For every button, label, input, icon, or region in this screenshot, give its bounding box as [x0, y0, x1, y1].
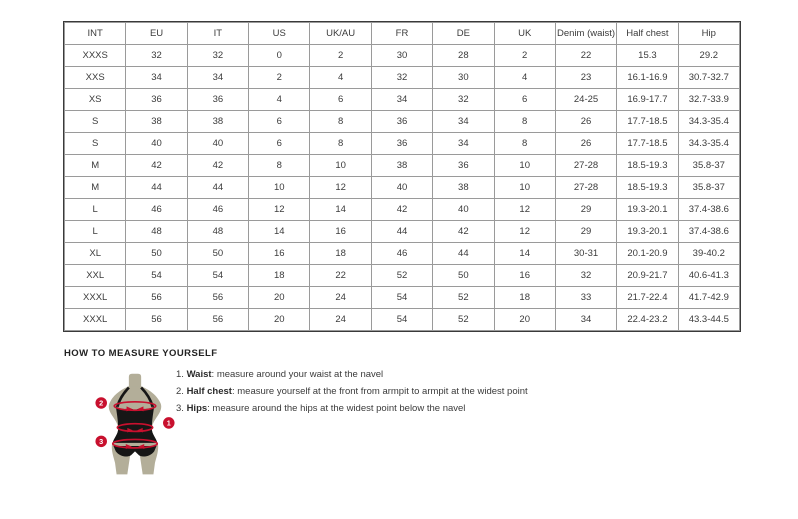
- table-cell: 44: [371, 221, 432, 243]
- table-cell: 40: [126, 133, 187, 155]
- table-cell: 18.5-19.3: [617, 177, 678, 199]
- table-cell: 20: [249, 309, 310, 331]
- table-cell: 18.5-19.3: [617, 155, 678, 177]
- table-cell: 18: [494, 287, 555, 309]
- table-cell: 41.7-42.9: [678, 287, 739, 309]
- table-cell: 19.3-20.1: [617, 199, 678, 221]
- table-cell: 54: [371, 287, 432, 309]
- table-cell: 10: [494, 155, 555, 177]
- table-cell: M: [65, 177, 126, 199]
- table-cell: 54: [187, 265, 248, 287]
- table-cell: 2: [494, 45, 555, 67]
- table-row: [65, 177, 740, 199]
- table-cell: 36: [433, 155, 494, 177]
- table-cell: 20: [494, 309, 555, 331]
- table-cell: 14: [310, 199, 371, 221]
- table-cell: 8: [494, 111, 555, 133]
- table-cell: 38: [433, 177, 494, 199]
- table-row: [65, 243, 740, 265]
- measure-steps: [176, 366, 528, 417]
- column-header: EU: [126, 23, 187, 45]
- table-row: [65, 199, 740, 221]
- table-cell: 20.1-20.9: [617, 243, 678, 265]
- table-cell: 32: [126, 45, 187, 67]
- table-cell: 4: [249, 89, 310, 111]
- step-label: Hips: [186, 403, 208, 414]
- table-cell: 4: [494, 67, 555, 89]
- table-cell: 36: [187, 89, 248, 111]
- table-cell: 15.3: [617, 45, 678, 67]
- table-cell: 50: [433, 265, 494, 287]
- table-cell: 6: [310, 89, 371, 111]
- table-cell: 50: [187, 243, 248, 265]
- table-cell: 18: [249, 265, 310, 287]
- table-row: [65, 265, 740, 287]
- table-cell: 24: [310, 287, 371, 309]
- step-number: 3.: [176, 403, 187, 414]
- table-cell: 30: [371, 45, 432, 67]
- table-cell: 34: [433, 111, 494, 133]
- size-chart-body: [65, 45, 740, 331]
- table-cell: 56: [187, 287, 248, 309]
- table-cell: 27-28: [555, 177, 616, 199]
- table-cell: 16: [249, 243, 310, 265]
- table-cell: 16: [310, 221, 371, 243]
- table-cell: 10: [494, 177, 555, 199]
- table-cell: 8: [310, 133, 371, 155]
- table-cell: 26: [555, 133, 616, 155]
- measure-step: [176, 366, 528, 383]
- table-cell: L: [65, 221, 126, 243]
- table-cell: 38: [187, 111, 248, 133]
- table-cell: 33: [555, 287, 616, 309]
- table-cell: 8: [310, 111, 371, 133]
- table-cell: M: [65, 155, 126, 177]
- table-cell: XXL: [65, 265, 126, 287]
- table-cell: 24: [310, 309, 371, 331]
- column-header: IT: [187, 23, 248, 45]
- table-cell: 44: [433, 243, 494, 265]
- table-cell: 23: [555, 67, 616, 89]
- badge-hips-number: 3: [99, 437, 104, 447]
- step-label: Half chest: [186, 386, 232, 397]
- table-row: [65, 287, 740, 309]
- size-chart-table: [64, 22, 740, 331]
- table-cell: 20: [249, 287, 310, 309]
- table-cell: XXS: [65, 67, 126, 89]
- table-cell: 4: [310, 67, 371, 89]
- table-cell: 32: [433, 89, 494, 111]
- table-cell: 14: [494, 243, 555, 265]
- table-cell: 40.6-41.3: [678, 265, 739, 287]
- table-cell: 34: [371, 89, 432, 111]
- size-chart-header: [65, 23, 740, 45]
- table-cell: 42: [126, 155, 187, 177]
- table-cell: 17.7-18.5: [617, 111, 678, 133]
- measure-step: [176, 400, 528, 417]
- table-cell: 50: [126, 243, 187, 265]
- table-cell: S: [65, 133, 126, 155]
- table-row: [65, 67, 740, 89]
- table-row: [65, 309, 740, 331]
- table-cell: 12: [494, 199, 555, 221]
- table-cell: 32: [555, 265, 616, 287]
- table-cell: 42: [187, 155, 248, 177]
- table-cell: XL: [65, 243, 126, 265]
- column-header: Half chest: [617, 23, 678, 45]
- table-cell: 42: [433, 221, 494, 243]
- table-cell: 2: [310, 45, 371, 67]
- table-cell: 6: [249, 111, 310, 133]
- table-cell: 27-28: [555, 155, 616, 177]
- table-cell: 36: [371, 133, 432, 155]
- table-cell: 56: [126, 287, 187, 309]
- table-cell: 48: [187, 221, 248, 243]
- column-header: INT: [65, 23, 126, 45]
- table-cell: 19.3-20.1: [617, 221, 678, 243]
- table-cell: 26: [555, 111, 616, 133]
- table-cell: 29: [555, 221, 616, 243]
- table-cell: 46: [187, 199, 248, 221]
- table-cell: XXXL: [65, 309, 126, 331]
- table-cell: 40: [371, 177, 432, 199]
- table-row: [65, 221, 740, 243]
- table-cell: 44: [187, 177, 248, 199]
- table-cell: 22.4-23.2: [617, 309, 678, 331]
- table-cell: 12: [249, 199, 310, 221]
- table-cell: 52: [433, 309, 494, 331]
- table-cell: 6: [494, 89, 555, 111]
- table-cell: 12: [310, 177, 371, 199]
- table-cell: 30: [433, 67, 494, 89]
- table-cell: 34: [187, 67, 248, 89]
- table-cell: 30-31: [555, 243, 616, 265]
- column-header: DE: [433, 23, 494, 45]
- table-cell: 37.4-38.6: [678, 221, 739, 243]
- table-cell: 32: [371, 67, 432, 89]
- table-cell: 32.7-33.9: [678, 89, 739, 111]
- table-cell: 29: [555, 199, 616, 221]
- step-text: : measure around the hips at the widest point below the navel: [207, 403, 466, 414]
- table-cell: 38: [126, 111, 187, 133]
- table-cell: 16: [494, 265, 555, 287]
- table-cell: 2: [249, 67, 310, 89]
- table-cell: 35.8-37: [678, 177, 739, 199]
- column-header: Hip: [678, 23, 739, 45]
- table-cell: 16.1-16.9: [617, 67, 678, 89]
- table-cell: 14: [249, 221, 310, 243]
- table-cell: 34: [555, 309, 616, 331]
- table-cell: 34: [433, 133, 494, 155]
- table-cell: 37.4-38.6: [678, 199, 739, 221]
- table-cell: 16.9-17.7: [617, 89, 678, 111]
- table-cell: 56: [187, 309, 248, 331]
- table-cell: 43.3-44.5: [678, 309, 739, 331]
- table-cell: 34: [126, 67, 187, 89]
- column-header: US: [249, 23, 310, 45]
- column-header: FR: [371, 23, 432, 45]
- table-cell: L: [65, 199, 126, 221]
- table-cell: 36: [371, 111, 432, 133]
- table-cell: 52: [433, 287, 494, 309]
- table-cell: S: [65, 111, 126, 133]
- header-row: [65, 23, 740, 45]
- table-cell: 46: [126, 199, 187, 221]
- table-cell: 8: [494, 133, 555, 155]
- badge-waist-number: 1: [166, 418, 171, 428]
- table-row: [65, 89, 740, 111]
- table-cell: 44: [126, 177, 187, 199]
- badge-chest-number: 2: [99, 398, 104, 408]
- table-cell: XXXL: [65, 287, 126, 309]
- table-row: [65, 155, 740, 177]
- table-cell: 54: [126, 265, 187, 287]
- table-cell: 22: [310, 265, 371, 287]
- measure-heading: HOW TO MEASURE YOURSELF: [64, 348, 218, 359]
- table-cell: 39-40.2: [678, 243, 739, 265]
- table-cell: 30.7-32.7: [678, 67, 739, 89]
- table-cell: 0: [249, 45, 310, 67]
- column-header: UK/AU: [310, 23, 371, 45]
- table-cell: 35.8-37: [678, 155, 739, 177]
- table-cell: 29.2: [678, 45, 739, 67]
- table-cell: 34.3-35.4: [678, 111, 739, 133]
- table-cell: 34.3-35.4: [678, 133, 739, 155]
- measurement-figure: [92, 372, 178, 480]
- table-cell: 20.9-21.7: [617, 265, 678, 287]
- table-cell: 54: [371, 309, 432, 331]
- table-cell: 40: [433, 199, 494, 221]
- table-cell: 52: [371, 265, 432, 287]
- step-label: Waist: [186, 369, 212, 380]
- column-header: Denim (waist): [555, 23, 616, 45]
- table-cell: 36: [126, 89, 187, 111]
- table-cell: 22: [555, 45, 616, 67]
- step-text: : measure yourself at the front from armpit to armpit at the widest point: [231, 386, 528, 397]
- size-chart-table-wrap: [63, 21, 741, 332]
- table-cell: 28: [433, 45, 494, 67]
- table-cell: 10: [249, 177, 310, 199]
- table-cell: XS: [65, 89, 126, 111]
- table-cell: 10: [310, 155, 371, 177]
- table-row: [65, 45, 740, 67]
- table-row: [65, 133, 740, 155]
- table-cell: 21.7-22.4: [617, 287, 678, 309]
- table-cell: 12: [494, 221, 555, 243]
- table-cell: 18: [310, 243, 371, 265]
- table-cell: 8: [249, 155, 310, 177]
- step-number: 2.: [176, 386, 187, 397]
- table-row: [65, 111, 740, 133]
- table-cell: 6: [249, 133, 310, 155]
- table-cell: 40: [187, 133, 248, 155]
- mannequin-illustration: [92, 372, 178, 480]
- table-cell: 32: [187, 45, 248, 67]
- step-text: : measure around your waist at the navel: [211, 369, 384, 380]
- column-header: UK: [494, 23, 555, 45]
- step-number: 1.: [176, 369, 187, 380]
- table-cell: 48: [126, 221, 187, 243]
- table-cell: 24-25: [555, 89, 616, 111]
- measure-step: [176, 383, 528, 400]
- table-cell: XXXS: [65, 45, 126, 67]
- table-cell: 56: [126, 309, 187, 331]
- table-cell: 38: [371, 155, 432, 177]
- table-cell: 46: [371, 243, 432, 265]
- table-cell: 17.7-18.5: [617, 133, 678, 155]
- table-cell: 42: [371, 199, 432, 221]
